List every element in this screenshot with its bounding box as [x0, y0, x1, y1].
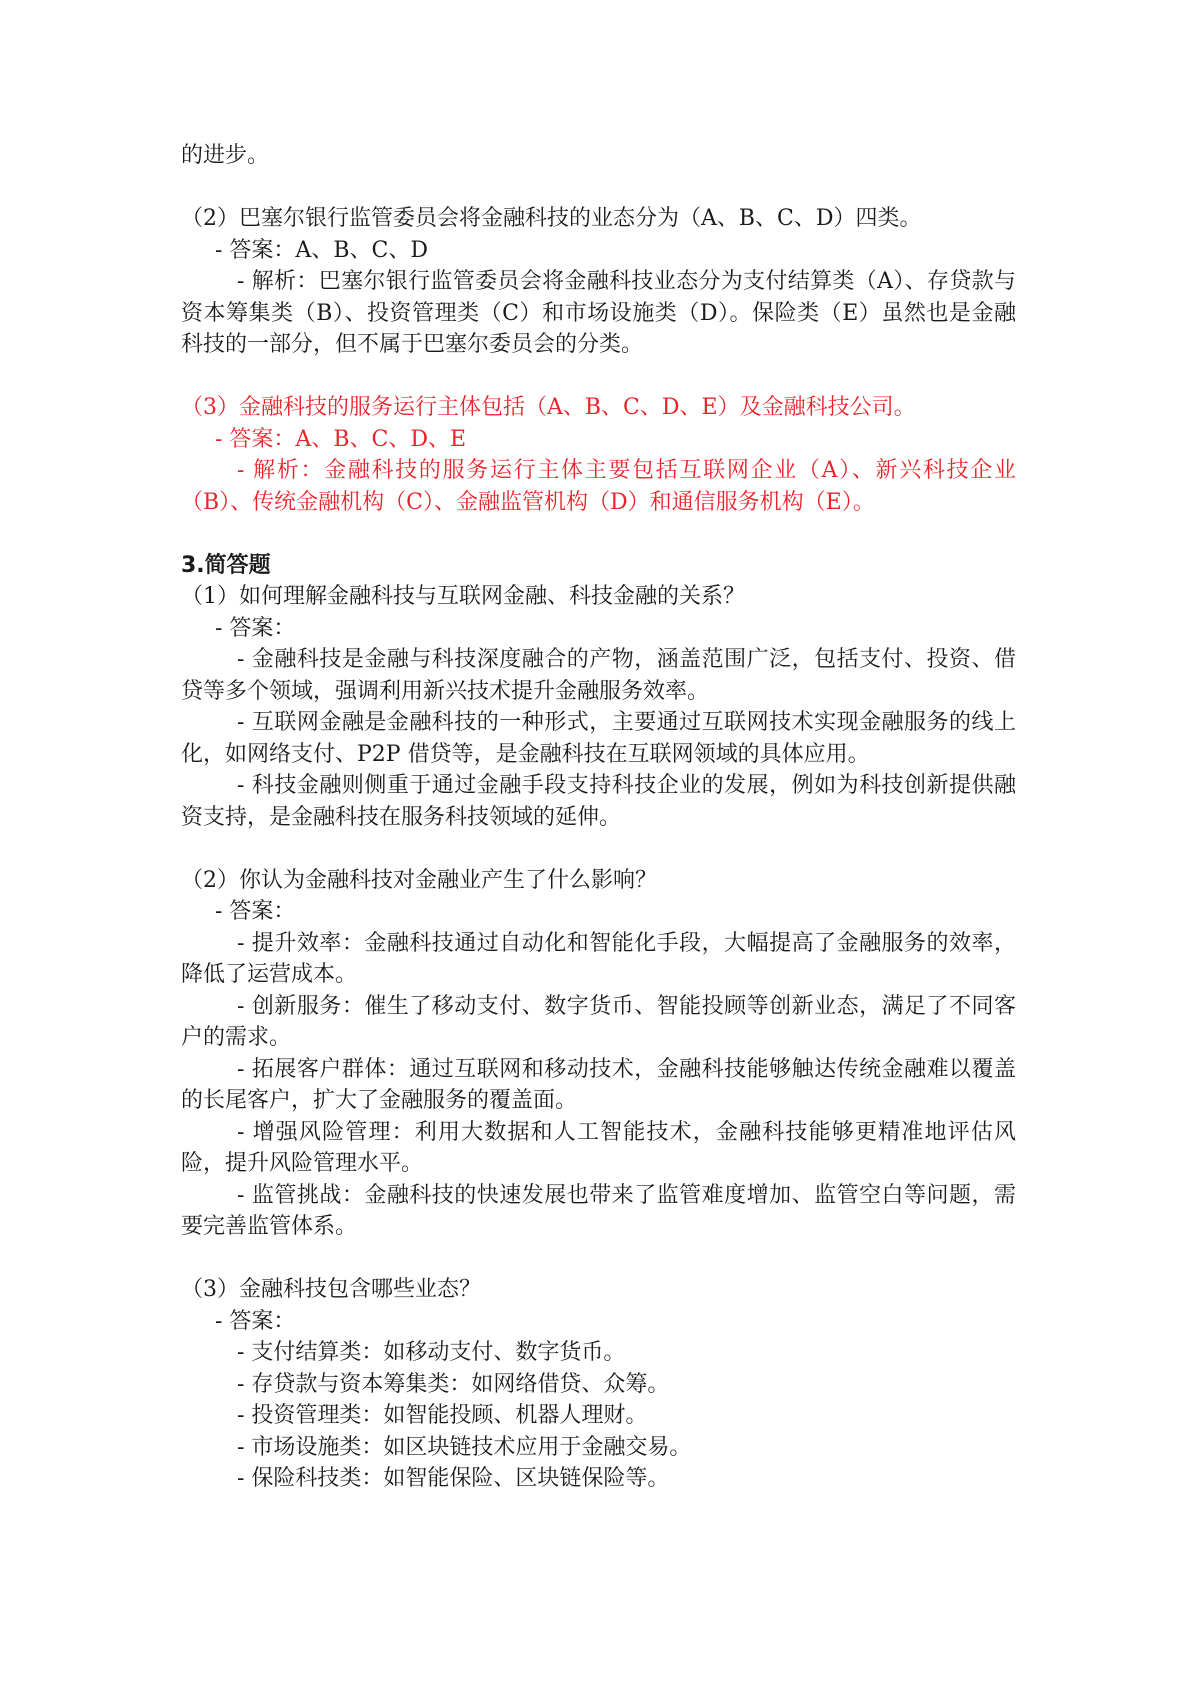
answer-text: - 答案：A、B、C、D: [215, 237, 428, 263]
answer-point: - 互联网金融是金融科技的一种形式，主要通过互联网技术实现金融服务的线上化，如网络支付、P2P 借贷等，是金融科技在互联网领域的具体应用。: [181, 710, 1016, 767]
answer-point: - 监管挑战：金融科技的快速发展也带来了监管难度增加、监管空白等问题，需要完善监管体系。: [181, 1182, 1016, 1239]
intro-tail: 的进步。: [181, 143, 270, 168]
question-text: （2）巴塞尔银行监管委员会将金融科技的业态分为（A、B、C、D）四类。: [181, 206, 922, 231]
answer-point: - 拓展客户群体：通过互联网和移动技术，金融科技能够触达传统金融难以覆盖的长尾客户，扩大了金融服务的覆盖面。: [181, 1056, 1016, 1113]
question-text: （3）金融科技包含哪些业态？: [181, 1277, 481, 1302]
page-content: [181, 140, 1016, 1495]
section-heading: 3.简答题: [181, 552, 271, 578]
mcq-3: [181, 392, 1016, 518]
question-text: （1）如何理解金融科技与互联网金融、科技金融的关系？: [181, 584, 745, 609]
list-item: - 支付结算类：如移动支付、数字货币。: [237, 1340, 626, 1365]
answer-point: - 创新服务：催生了移动支付、数字货币、智能投顾等创新业态，满足了不同客户的需求。: [181, 993, 1016, 1050]
answer-point: - 提升效率：金融科技通过自动化和智能化手段，大幅提高了金融服务的效率，降低了运营成本。: [181, 930, 1016, 987]
analysis-text: - 解析：金融科技的服务运行主体主要包括互联网企业（A）、新兴科技企业（B）、传统金融机构（C）、金融监管机构（D）和通信服务机构（E）。: [181, 458, 1016, 515]
list-item: - 投资管理类：如智能投顾、机器人理财。: [237, 1403, 648, 1428]
answer-label: - 答案：: [215, 1308, 296, 1334]
short-answer-3: [181, 1274, 1016, 1495]
list-item: - 存贷款与资本筹集类：如网络借贷、众筹。: [237, 1371, 670, 1397]
answer-point: - 科技金融则侧重于通过金融手段支持科技企业的发展，例如为科技创新提供融资支持，是金融科技在服务科技领域的延伸。: [181, 773, 1016, 830]
list-item: - 市场设施类：如区块链技术应用于金融交易。: [237, 1434, 692, 1460]
answer-point: - 金融科技是金融与科技深度融合的产物，涵盖范围广泛，包括支付、投资、借贷等多个领域，强调利用新兴技术提升金融服务效率。: [181, 647, 1016, 704]
question-text: （3）金融科技的服务运行主体包括（A、B、C、D、E）及金融科技公司。: [181, 395, 916, 420]
answer-point: - 增强风险管理：利用大数据和人工智能技术，金融科技能够更精准地评估风险，提升风险管理水平。: [181, 1119, 1016, 1176]
question-text: （2）你认为金融科技对金融业产生了什么影响？: [181, 867, 657, 893]
analysis-text: - 解析：巴塞尔银行监管委员会将金融科技业态分为支付结算类（A）、存贷款与资本筹集类（B）、投资管理类（C）和市场设施类（D）。保险类（E）虽然也是金融科技的一部分，但不属于巴塞尔委员会的分类。: [181, 269, 1016, 357]
answer-label: - 答案：: [215, 615, 296, 641]
answer-label: - 答案：: [215, 899, 296, 924]
answer-text: - 答案：A、B、C、D、E: [215, 426, 467, 452]
short-answer-2: [181, 865, 1016, 1243]
list-item: - 保险科技类：如智能保险、区块链保险等。: [237, 1466, 670, 1491]
short-answer-1: [181, 581, 1016, 833]
mcq-2: [181, 203, 1016, 361]
